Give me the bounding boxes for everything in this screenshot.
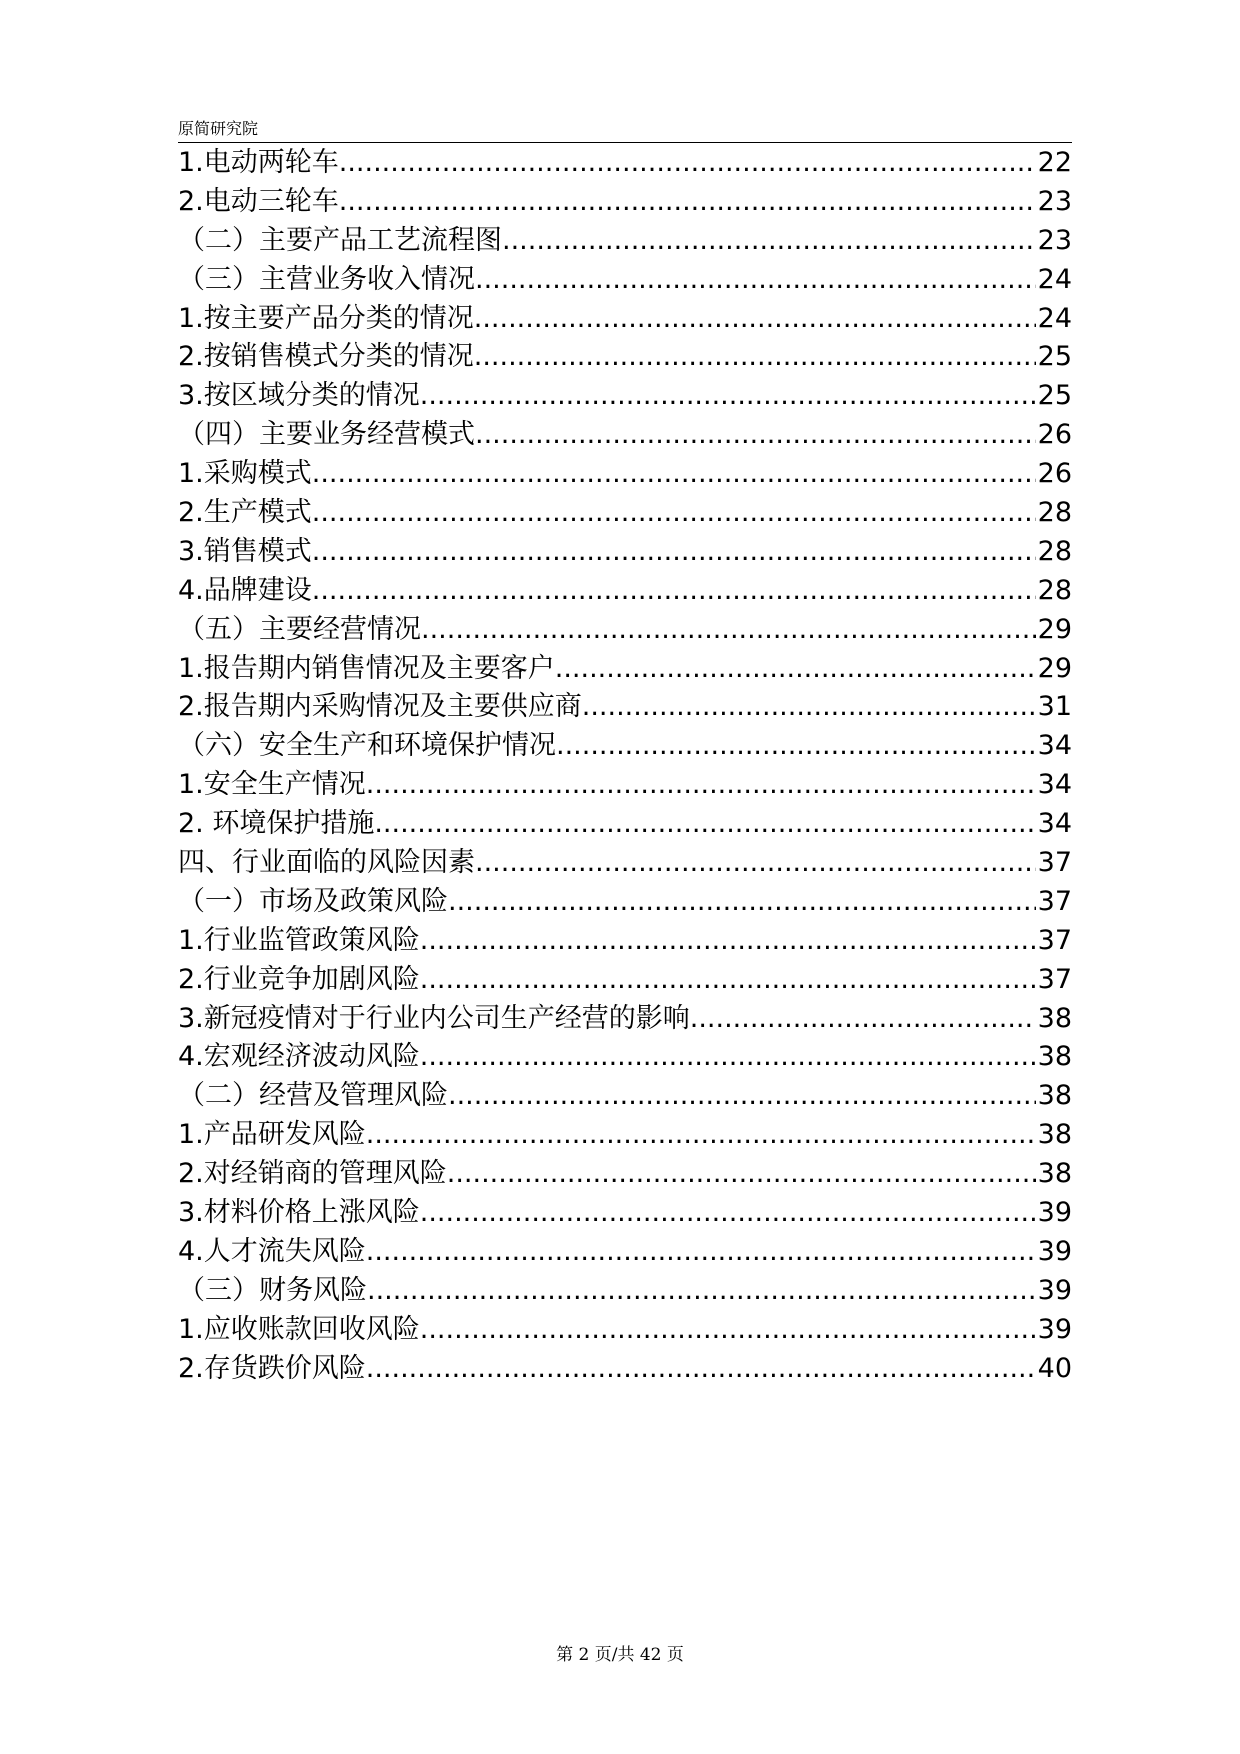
toc-entry[interactable] (178, 144, 1072, 183)
toc-entry-title: 2.生产模式 (178, 497, 312, 529)
toc-entry-page-number: 38 (1037, 1041, 1072, 1073)
toc-dot-leader (475, 261, 1036, 300)
toc-entry-page-number: 25 (1037, 341, 1072, 373)
toc-entry-page-number: 22 (1037, 147, 1072, 178)
toc-entry-page-number: 39 (1037, 1235, 1072, 1267)
toc-dot-leader (366, 1350, 1036, 1389)
toc-entry-page-number: 39 (1037, 1313, 1072, 1345)
toc-entry-title: 1.应收账款回收风险 (178, 1313, 420, 1345)
toc-dot-leader (312, 572, 1036, 611)
toc-entry-page-number: 28 (1037, 497, 1072, 529)
toc-entry-title: （三）财务风险 (178, 1274, 367, 1306)
toc-entry-title: 2.报告期内采购情况及主要供应商 (178, 691, 582, 723)
toc-entry-title: 2.对经销商的管理风险 (178, 1158, 447, 1190)
toc-dot-leader (374, 805, 1035, 844)
toc-entry[interactable] (178, 1272, 1072, 1311)
toc-dot-leader (339, 183, 1036, 222)
toc-entry[interactable] (178, 455, 1072, 494)
toc-entry-title: 3.按区域分类的情况 (178, 380, 420, 412)
toc-entry[interactable] (178, 961, 1072, 1000)
toc-entry-page-number: 34 (1037, 730, 1072, 762)
toc-entry-page-number: 26 (1037, 419, 1072, 451)
table-of-contents (178, 144, 1072, 1389)
toc-entry-title: （四）主要业务经营模式 (178, 419, 475, 451)
toc-dot-leader (367, 1272, 1036, 1311)
toc-entry-page-number: 26 (1037, 458, 1072, 490)
toc-entry-title: 1.报告期内销售情况及主要客户 (178, 652, 555, 684)
toc-entry[interactable] (178, 1038, 1072, 1077)
toc-dot-leader (366, 1233, 1036, 1272)
toc-entry-title: （二）经营及管理风险 (178, 1080, 448, 1112)
toc-entry[interactable] (178, 533, 1072, 572)
toc-entry[interactable] (178, 922, 1072, 961)
toc-entry-page-number: 24 (1037, 263, 1072, 295)
toc-dot-leader (502, 222, 1036, 261)
toc-dot-leader (690, 1000, 1036, 1039)
toc-entry[interactable] (178, 883, 1072, 922)
toc-entry-title: 4.宏观经济波动风险 (178, 1041, 420, 1073)
toc-dot-leader (312, 533, 1036, 572)
page-footer: 第 2 页/共 42 页 (556, 1645, 684, 1665)
toc-entry[interactable] (178, 1233, 1072, 1272)
toc-entry-title: （二）主要产品工艺流程图 (178, 224, 502, 256)
toc-entry-page-number: 37 (1037, 924, 1072, 956)
toc-entry-title: （一）市场及政策风险 (178, 885, 448, 917)
toc-entry-title: 4.品牌建设 (178, 574, 312, 606)
toc-dot-leader (475, 416, 1036, 455)
toc-entry-title: 1.按主要产品分类的情况 (178, 302, 474, 334)
toc-entry[interactable] (178, 650, 1072, 689)
toc-dot-leader (448, 883, 1036, 922)
toc-dot-leader (448, 1077, 1036, 1116)
toc-entry-page-number: 39 (1037, 1274, 1072, 1306)
toc-entry-page-number: 34 (1037, 808, 1072, 840)
toc-entry-title: 2.行业竞争加剧风险 (178, 963, 420, 995)
toc-dot-leader (366, 766, 1036, 805)
toc-entry-page-number: 37 (1037, 847, 1072, 879)
toc-entry[interactable] (178, 805, 1072, 844)
toc-entry-title: 3.新冠疫情对于行业内公司生产经营的影响 (178, 1002, 690, 1034)
toc-dot-leader (555, 650, 1036, 689)
toc-entry-title: 1.行业监管政策风险 (178, 924, 420, 956)
toc-entry[interactable] (178, 1155, 1072, 1194)
toc-dot-leader (420, 922, 1036, 961)
toc-entry-title: 3.材料价格上涨风险 (178, 1197, 420, 1229)
toc-entry-page-number: 39 (1037, 1197, 1072, 1229)
toc-entry-title: （六）安全生产和环境保护情况 (178, 730, 556, 762)
toc-entry[interactable] (178, 1077, 1072, 1116)
toc-entry[interactable] (178, 688, 1072, 727)
toc-entry-title: （三）主营业务收入情况 (178, 263, 475, 295)
toc-entry-title: 3.销售模式 (178, 535, 312, 567)
toc-dot-leader (312, 494, 1036, 533)
toc-dot-leader (421, 611, 1036, 650)
toc-dot-leader (420, 377, 1036, 416)
toc-dot-leader (339, 144, 1036, 183)
toc-entry-title: 4.人才流失风险 (178, 1235, 366, 1267)
toc-dot-leader (420, 1194, 1036, 1233)
toc-dot-leader (556, 727, 1036, 766)
toc-entry-title: 四、行业面临的风险因素 (178, 847, 475, 879)
toc-dot-leader (474, 338, 1036, 377)
toc-entry-title: 2.存货跌价风险 (178, 1352, 366, 1384)
toc-entry[interactable] (178, 416, 1072, 455)
toc-entry-page-number: 38 (1037, 1158, 1072, 1190)
toc-entry[interactable] (178, 727, 1072, 766)
toc-dot-leader (474, 300, 1036, 339)
toc-entry[interactable] (178, 572, 1072, 611)
page-header: 原简研究院 (178, 116, 1072, 143)
toc-entry-page-number: 38 (1037, 1119, 1072, 1151)
toc-dot-leader (420, 1311, 1036, 1350)
toc-dot-leader (475, 844, 1036, 883)
toc-entry[interactable] (178, 1000, 1072, 1039)
toc-entry[interactable] (178, 377, 1072, 416)
toc-entry-page-number: 28 (1037, 535, 1072, 567)
toc-entry-page-number: 38 (1037, 1002, 1072, 1034)
toc-entry[interactable] (178, 261, 1072, 300)
toc-entry-page-number: 38 (1037, 1080, 1072, 1112)
toc-entry-page-number: 37 (1037, 885, 1072, 917)
toc-dot-leader (420, 961, 1036, 1000)
toc-entry-page-number: 37 (1037, 963, 1072, 995)
toc-dot-leader (447, 1155, 1036, 1194)
toc-entry-title: 2.按销售模式分类的情况 (178, 341, 474, 373)
toc-entry-page-number: 40 (1037, 1352, 1072, 1384)
toc-entry-page-number: 24 (1037, 302, 1072, 334)
toc-entry-title: 2. 环境保护措施 (178, 808, 375, 840)
toc-entry[interactable] (178, 611, 1072, 650)
toc-entry[interactable] (178, 1350, 1072, 1389)
toc-entry-title: 1.产品研发风险 (178, 1119, 366, 1151)
toc-dot-leader (366, 1116, 1036, 1155)
toc-entry[interactable] (178, 1311, 1072, 1350)
toc-entry[interactable] (178, 338, 1072, 377)
toc-dot-leader (582, 688, 1036, 727)
toc-entry[interactable] (178, 844, 1072, 883)
toc-entry[interactable] (178, 222, 1072, 261)
toc-entry-page-number: 25 (1037, 380, 1072, 412)
toc-entry[interactable] (178, 766, 1072, 805)
toc-entry[interactable] (178, 494, 1072, 533)
toc-entry-page-number: 31 (1037, 691, 1072, 723)
toc-entry-title: 1.安全生产情况 (178, 769, 366, 801)
toc-entry-page-number: 34 (1037, 769, 1072, 801)
toc-entry-title: （五）主要经营情况 (178, 613, 421, 645)
toc-entry-page-number: 23 (1037, 224, 1072, 256)
toc-entry[interactable] (178, 1116, 1072, 1155)
toc-entry-page-number: 29 (1037, 613, 1072, 645)
toc-entry-page-number: 23 (1037, 185, 1072, 217)
toc-dot-leader (420, 1038, 1036, 1077)
toc-entry-page-number: 29 (1037, 652, 1072, 684)
toc-entry[interactable] (178, 183, 1072, 222)
toc-entry-title: 2.电动三轮车 (178, 185, 339, 217)
toc-entry-title: 1.电动两轮车 (178, 147, 339, 178)
toc-entry[interactable] (178, 1194, 1072, 1233)
toc-entry-title: 1.采购模式 (178, 458, 312, 490)
toc-dot-leader (312, 455, 1036, 494)
toc-entry-page-number: 28 (1037, 574, 1072, 606)
toc-entry[interactable] (178, 300, 1072, 339)
